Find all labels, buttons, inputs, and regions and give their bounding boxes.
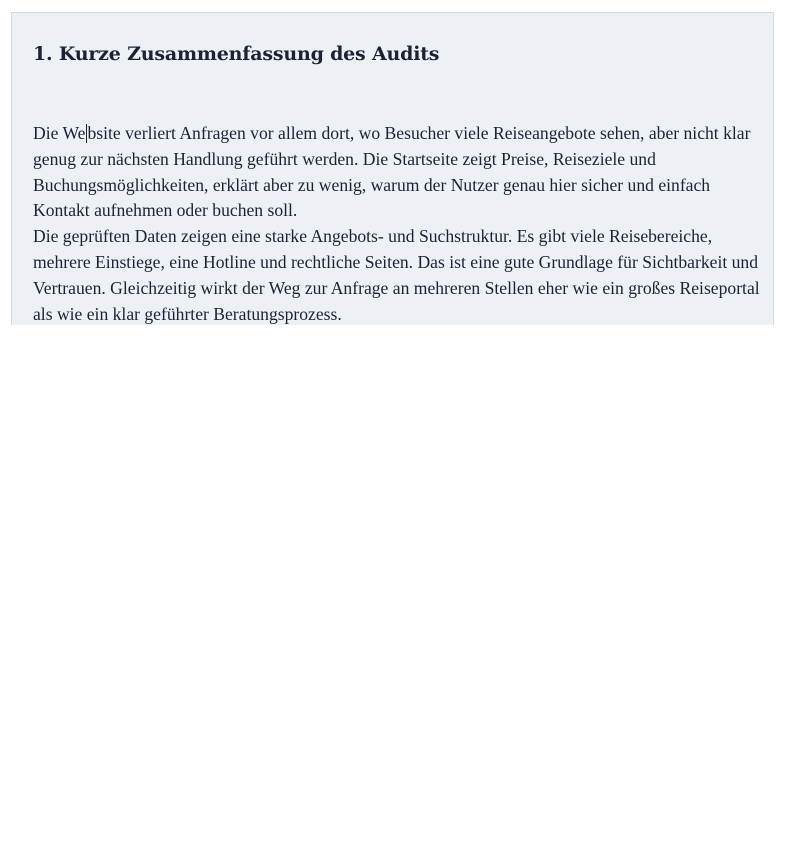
paragraph-1-rest: bsite verliert Anfragen vor allem dort, wo Besucher viele Reiseangebote sehen, aber nicht klar genug zur nächsten Handlung geführt werden. Die Startseite zeigt Preise, Reiseziele und Buchungsmöglichkeiten, erklärt aber zu wenig, warum der Nutzer genau hier sicher und einfach Kontakt aufnehmen oder buchen soll. xyxy=(33,123,751,221)
section-heading: 1. Kurze Zusammenfassung des Audits xyxy=(33,43,440,65)
document-editor[interactable] xyxy=(11,12,774,325)
paragraph-1-start: Die We xyxy=(33,123,86,143)
paragraph-1[interactable] xyxy=(33,121,768,224)
document-body[interactable] xyxy=(33,121,768,325)
paragraph-2[interactable]: Die geprüften Daten zeigen eine starke Angebots- und Suchstruktur. Es gibt viele Reisebereiche, mehrere Einstiege, eine Hotline und rechtliche Seiten. Das ist eine gute Grundlage für Sichtbarkeit und Vertrauen. Gleichzeitig wirkt der Weg zur Anfrage an mehreren Stellen eher wie ein großes Reiseportal als wie ein klar geführter Beratungsprozess. xyxy=(33,226,760,324)
